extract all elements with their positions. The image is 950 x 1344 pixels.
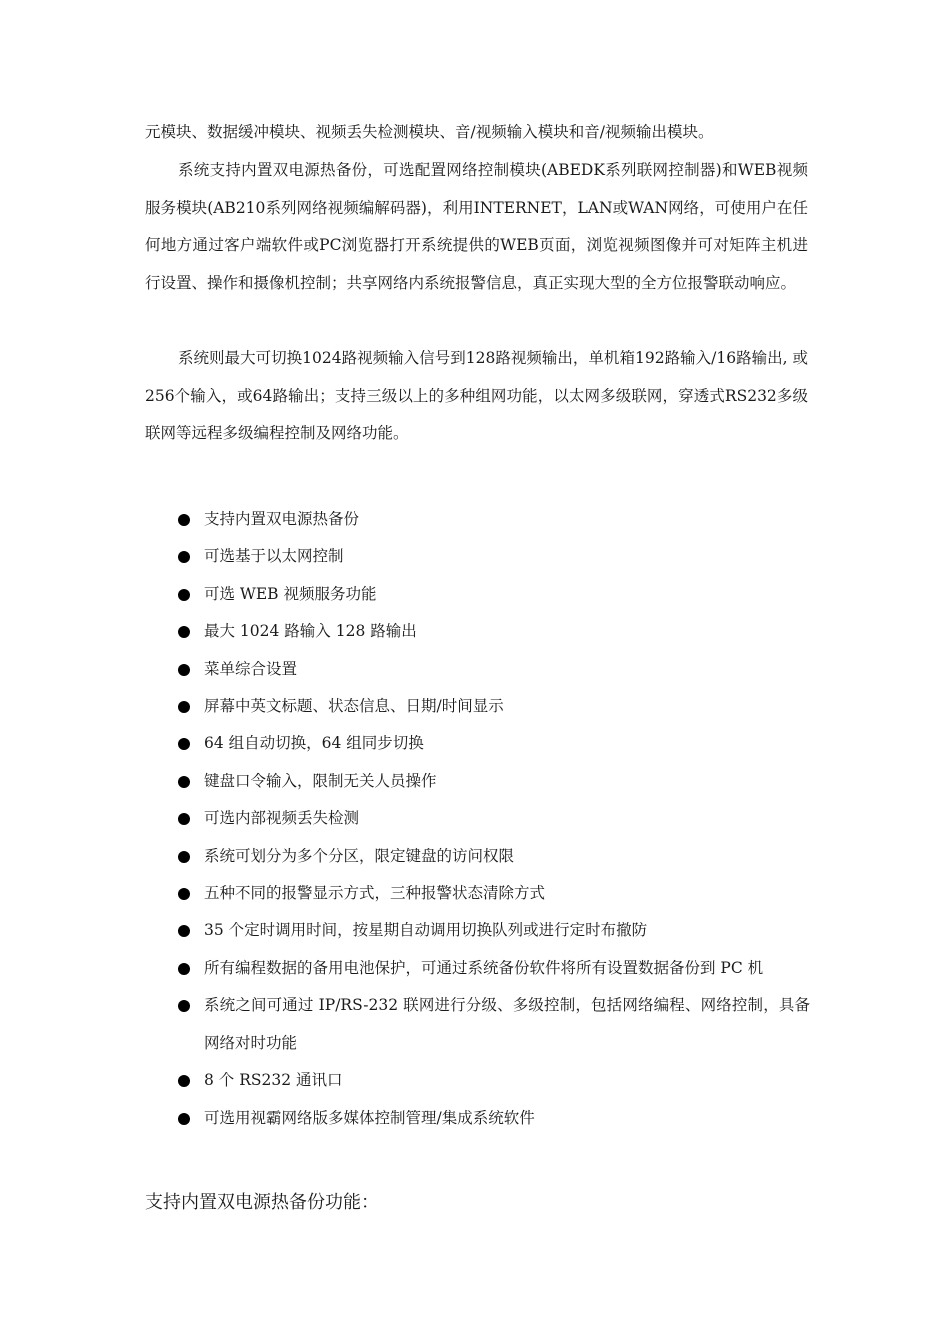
feature-list [178,501,810,1137]
bullet-icon [178,776,190,788]
paragraph-system-capacity: 系统则最大可切换1024路视频输入信号到128路视频输出，单机箱192路输入/16路输出, 或256个输入，或64路输出；支持三级以上的多种组网功能，以太网多级联网，穿透式RS232多级联网等远程多级编程控制及网络功能。 [145,349,808,442]
feature-item [178,1062,810,1099]
bullet-icon [178,888,190,900]
feature-text: 可选用视霸网络版多媒体控制管理/集成系统软件 [204,1108,535,1127]
feature-text: 屏幕中英文标题、状态信息、日期/时间显示 [204,697,504,716]
feature-text: 64 组自动切换，64 组同步切换 [204,734,424,753]
bullet-icon [178,925,190,937]
feature-item [178,875,810,912]
bullet-icon [178,514,190,526]
bullet-icon [178,963,190,975]
bullet-icon [178,813,190,825]
feature-text: 五种不同的报警显示方式，三种报警状态清除方式 [204,884,546,903]
feature-text: 8 个 RS232 通讯口 [204,1071,343,1090]
feature-item [178,538,810,575]
feature-text: 可选基于以太网控制 [204,547,344,566]
feature-text: 所有编程数据的备用电池保护，可通过系统备份软件将所有设置数据备份到 PC 机 [204,958,764,977]
bullet-icon [178,851,190,863]
bullet-icon [178,701,190,713]
bullet-icon [178,664,190,676]
bullet-icon [178,738,190,750]
feature-item [178,763,810,800]
feature-text: 35 个定时调用时间，按星期自动调用切换队列或进行定时布撤防 [204,921,648,940]
feature-item [178,651,810,688]
feature-text: 最大 1024 路输入 128 路输出 [204,622,417,641]
feature-item [178,800,810,837]
bullet-icon [178,589,190,601]
feature-item [178,950,810,987]
feature-text: 键盘口令输入，限制无关人员操作 [204,771,437,790]
feature-text: 可选内部视频丢失检测 [204,809,360,828]
bullet-icon [178,1075,190,1087]
feature-item [178,987,810,1062]
feature-text: 菜单综合设置 [204,659,298,678]
paragraph-continuation: 元模块、数据缓冲模块、视频丢失检测模块、音/视频输入模块和音/视频输出模块。 [145,123,714,141]
feature-text: 系统之间可通过 IP/RS-232 联网进行分级、多级控制，包括网络编程、网络控制，具备网络对时功能 [204,996,810,1052]
feature-text: 可选 WEB 视频服务功能 [204,584,377,603]
feature-item [178,1100,810,1137]
bullet-icon [178,1113,190,1125]
paragraph-system-overview: 系统支持内置双电源热备份，可选配置网络控制模块(ABEDK系列联网控制器)和WEB视频服务模块(AB210系列网络视频编解码器)，利用INTERNET，LAN或WAN网络，可使用户在任何地方通过客户端软件或PC浏览器打开系统提供的WEB页面，浏览视频图像并可对矩阵主机进行设置、操作和摄像机控制；共享网络内系统报警信息，真正实现大型的全方位报警联动响应。 [145,161,808,292]
feature-item [178,838,810,875]
feature-item [178,912,810,949]
feature-item [178,688,810,725]
feature-item [178,576,810,613]
bullet-icon [178,1000,190,1012]
feature-item [178,501,810,538]
feature-text: 系统可划分为多个分区，限定键盘的访问权限 [204,846,515,865]
feature-text: 支持内置双电源热备份 [204,510,360,528]
bullet-icon [178,551,190,563]
section-heading: 支持内置双电源热备份功能： [145,1192,379,1213]
bullet-icon [178,626,190,638]
feature-item [178,725,810,762]
feature-item [178,613,810,650]
